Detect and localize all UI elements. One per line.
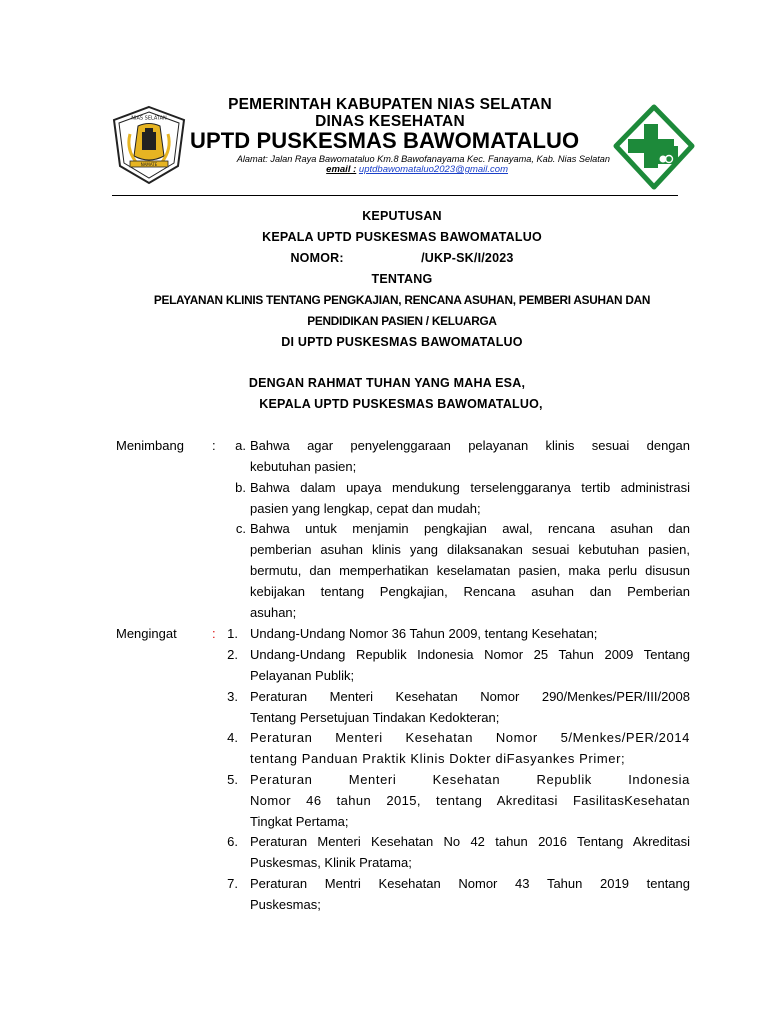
menimbang-colon: : xyxy=(212,438,216,453)
menimbang-c-line5: asuhan; xyxy=(250,605,297,620)
mengingat-marker-1: 1. xyxy=(227,626,238,641)
mengingat-2-line1: Undang-Undang Republik Indonesia Nomor 25 Tahun 2009 Tentang xyxy=(250,647,690,662)
nomor-value: /UKP-SK/I/2023 xyxy=(421,251,514,265)
rahmat-line1: DENGAN RAHMAT TUHAN YANG MAHA ESA, xyxy=(248,376,526,390)
menimbang-c-line3: bermutu, dan memperhatikan keselamatan pasien, maka perlu disusun xyxy=(250,563,690,578)
logo-left-ribbon: NAMATE xyxy=(140,162,158,167)
decree-title: KEPUTUSAN xyxy=(362,209,442,223)
menimbang-c-line2: pemberian asuhan klinis yang dilaksanakan sesuai kebutuhan pasien, xyxy=(250,542,690,557)
decree-subject-line3: DI UPTD PUSKESMAS BAWOMATALUO xyxy=(281,335,523,349)
mengingat-6-line2: Puskesmas, Klinik Pratama; xyxy=(250,855,412,870)
mengingat-6-line1: Peraturan Menteri Kesehatan No 42 tahun 2016 Tentang Akreditasi xyxy=(250,834,690,849)
logo-left-text: NIAS SELATAN xyxy=(131,115,167,122)
header-institution: UPTD PUSKESMAS BAWOMATALUO xyxy=(190,128,580,153)
mengingat-7-line1: Peraturan Mentri Kesehatan Nomor 43 Tahun 2019 tentang xyxy=(250,876,690,891)
mengingat-1-line1: Undang-Undang Nomor 36 Tahun 2009, tentang Kesehatan; xyxy=(250,626,598,641)
menimbang-a-line1: Bahwa agar penyelenggaraan pelayanan klinis sesuai dengan xyxy=(250,438,690,453)
menimbang-label: Menimbang xyxy=(116,438,184,453)
menimbang-c-line4: kebijakan tentang Pengkajian, Rencana asuhan dan Pemberian xyxy=(250,584,690,599)
mengingat-label: Mengingat xyxy=(116,626,177,641)
mengingat-marker-5: 5. xyxy=(227,772,238,787)
decree-subject-line1: PELAYANAN KLINIS TENTANG PENGKAJIAN, RENCANA ASUHAN, PEMBERI ASUHAN DAN xyxy=(153,293,651,307)
mengingat-3-line1: Peraturan Menteri Kesehatan Nomor 290/Menkes/PER/III/2008 xyxy=(250,689,690,704)
menimbang-a-line2: kebutuhan pasien; xyxy=(250,459,357,474)
menimbang-c-line1: Bahwa untuk menjamin pengkajian awal, rencana asuhan dan xyxy=(250,521,690,536)
rahmat-line2: KEPALA UPTD PUSKESMAS BAWOMATALUO, xyxy=(259,397,543,411)
mengingat-marker-4: 4. xyxy=(227,730,238,745)
mengingat-2-line2: Pelayanan Publik; xyxy=(250,668,355,683)
decree-tentang: TENTANG xyxy=(371,272,433,286)
header-department: DINAS KESEHATAN xyxy=(315,113,465,130)
email-label: email : xyxy=(326,164,357,175)
mengingat-5-line3: Tingkat Pertama; xyxy=(250,814,349,829)
puskesmas-logo xyxy=(612,104,696,190)
mengingat-marker-6: 6. xyxy=(227,834,238,849)
menimbang-b-line2: pasien yang lengkap, cepat dan mudah; xyxy=(250,501,481,516)
email-link[interactable]: uptdbawomataluo2023@gmail.com xyxy=(358,164,508,175)
header-address: Alamat: Jalan Raya Bawomataluo Km.8 Bawofanayama Kec. Fanayama, Kab. Nias Selatan xyxy=(236,154,610,164)
menimbang-marker-b: b. xyxy=(235,480,246,495)
mengingat-colon: : xyxy=(212,626,216,641)
mengingat-4-line2: tentang Panduan Praktik Klinis Dokter diFasyankes Primer; xyxy=(250,751,626,766)
menimbang-marker-c: c. xyxy=(235,521,246,536)
header-divider xyxy=(112,195,678,196)
mengingat-5-line2: Nomor 46 tahun 2015, tentang Akreditasi FasilitasKesehatan xyxy=(250,793,690,808)
decree-number xyxy=(112,251,692,265)
header-email-line xyxy=(190,164,508,175)
menimbang-b-line1: Bahwa dalam upaya mendukung terselenggaranya tertib administrasi xyxy=(250,480,690,495)
nias-selatan-logo xyxy=(108,104,190,186)
nomor-label: NOMOR: xyxy=(290,251,344,265)
mengingat-4-line1: Peraturan Menteri Kesehatan Nomor 5/Menkes/PER/2014 xyxy=(250,730,690,745)
decree-issuer: KEPALA UPTD PUSKESMAS BAWOMATALUO xyxy=(262,230,542,244)
mengingat-marker-3: 3. xyxy=(227,689,238,704)
mengingat-7-line2: Puskesmas; xyxy=(250,897,321,912)
mengingat-marker-7: 7. xyxy=(227,876,238,891)
menimbang-marker-a: a. xyxy=(235,438,246,453)
mengingat-3-line2: Tentang Persetujuan Tindakan Kedokteran; xyxy=(250,710,500,725)
header-government: PEMERINTAH KABUPATEN NIAS SELATAN xyxy=(228,96,552,113)
mengingat-marker-2: 2. xyxy=(227,647,238,662)
decree-subject-line2: PENDIDIKAN PASIEN / KELUARGA xyxy=(307,314,497,328)
mengingat-5-line1: Peraturan Menteri Kesehatan Republik Indonesia xyxy=(250,772,690,787)
